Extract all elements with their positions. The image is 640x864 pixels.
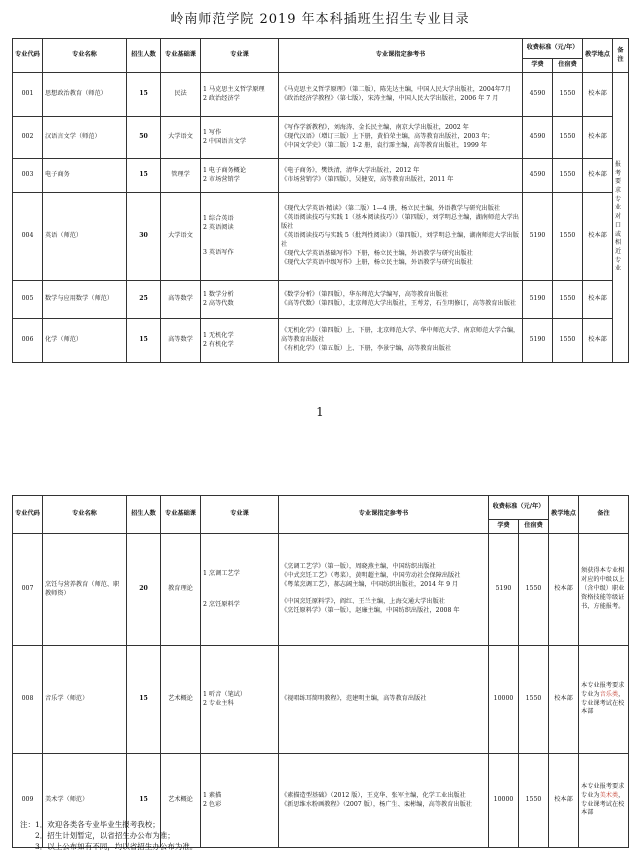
header-refs: 专业课指定参考书 <box>279 39 523 73</box>
course-item: 2 专业主科 <box>203 699 234 707</box>
cell-name: 美术学（师范） <box>43 754 127 848</box>
cell-base: 高等数学 <box>161 319 201 363</box>
cell-tuition: 4590 <box>523 117 553 159</box>
course-item: 3 英语写作 <box>203 248 234 256</box>
table-row <box>13 117 629 159</box>
cell-quota: 15 <box>127 159 161 193</box>
header-quota: 招生人数 <box>127 496 161 534</box>
ref-item: 《政治经济学教程》（第七版），宋涛主编，中国人民大学出版社，2006 年 7 月 <box>281 94 499 102</box>
ref-item: 《视唱练耳简明教程》，范建明主编，高等教育出版社 <box>281 695 427 702</box>
header-course: 专业课 <box>201 39 279 73</box>
cell-name: 汉语言文学（师范） <box>43 117 127 159</box>
cell-tuition: 5190 <box>523 193 553 281</box>
ref-item: 《现代汉语》（增订三版）上下册，黄伯荣主编，高等教育出版社，2003 年； <box>281 133 494 140</box>
cell-location: 校本部 <box>583 193 613 281</box>
page-number: 1 <box>316 405 324 419</box>
major-catalog-table-1 <box>12 38 629 363</box>
course-item: 1 马克思主义哲学原理 <box>203 85 265 93</box>
ref-item: 《烹调工艺学》（第一版），周晓燕主编，中国纺织出版社 <box>281 563 436 571</box>
cell-base: 民法 <box>161 73 201 117</box>
ref-item: 《中国文学史》（第二版）1-2 册，袁行霈主编，高等教育出版社，1999 年 <box>281 141 487 149</box>
header-dorm: 住宿费 <box>519 520 549 534</box>
cell-tuition: 5190 <box>489 534 519 646</box>
cell-tuition: 4590 <box>523 159 553 193</box>
cell-quota: 15 <box>127 754 161 848</box>
header-code: 专业代码 <box>13 39 43 73</box>
header-remark: 备注 <box>613 39 629 73</box>
page-title: 岭南师范学院 2019 年本科插班生招生专业目录 <box>170 12 470 27</box>
course-item: 1 烹调工艺学 <box>203 569 240 577</box>
cell-code: 001 <box>13 73 43 117</box>
cell-quota: 15 <box>127 646 161 754</box>
course-item: 1 听音（笔试） <box>203 690 247 698</box>
cell-code: 007 <box>13 534 43 646</box>
cell-name: 电子商务 <box>43 159 127 193</box>
remark-highlight: 美术类 <box>599 791 619 799</box>
note-line: 2．招生计划暂定，以省招生办公布为准； <box>35 830 175 840</box>
header-location: 教学地点 <box>549 496 579 534</box>
header-remark: 备注 <box>579 496 629 534</box>
cell-location: 校本部 <box>583 73 613 117</box>
cell-code: 004 <box>13 193 43 281</box>
cell-quota: 25 <box>127 281 161 319</box>
cell-base: 大学语文 <box>161 117 201 159</box>
cell-base: 大学语文 <box>161 193 201 281</box>
course-item: 2 中国语言文学 <box>203 137 247 145</box>
cell-dorm: 1550 <box>519 754 549 848</box>
cell-quota: 50 <box>127 117 161 159</box>
cell-code: 006 <box>13 319 43 363</box>
cell-tuition: 10000 <box>489 646 519 754</box>
cell-refs <box>279 319 523 363</box>
cell-code: 002 <box>13 117 43 159</box>
cell-dorm: 1550 <box>553 281 583 319</box>
cell-location: 校本部 <box>583 117 613 159</box>
cell-dorm: 1550 <box>519 646 549 754</box>
cell-refs <box>279 281 523 319</box>
cell-code: 009 <box>13 754 43 848</box>
cell-base: 艺术概论 <box>161 646 201 754</box>
header-code: 专业代码 <box>13 496 43 534</box>
cell-name: 化学（师范） <box>43 319 127 363</box>
ref-item: 《现代大学英语基础写作》下册，杨立民主编，外语教学与研究出版社 <box>281 249 473 257</box>
cell-name: 英语（师范） <box>43 193 127 281</box>
note-line: 3．以上公布如有不同，均以省招生办公布为准。 <box>35 841 198 851</box>
course-item: 1 电子商务概论 <box>203 166 247 174</box>
cell-remark <box>579 534 629 646</box>
header-dorm: 住宿费 <box>553 59 583 73</box>
major-catalog-table-2 <box>12 495 629 848</box>
course-item: 2 烹饪原料学 <box>203 600 240 608</box>
cell-quota: 20 <box>127 534 161 646</box>
cell-dorm: 1550 <box>553 159 583 193</box>
ref-item: 《烹饪原料学》（第一版），赵廉主编，中国纺织出版社，2008 年 <box>281 606 460 614</box>
cell-name: 音乐学（师范） <box>43 646 127 754</box>
note-line: 注：1．欢迎各类各专业毕业生报考我校； <box>20 820 160 829</box>
course-item: 1 综合英语 <box>203 215 234 223</box>
cell-dorm: 1550 <box>519 534 549 646</box>
header-course: 专业课 <box>201 496 279 534</box>
table-row <box>13 319 629 363</box>
course-item: 2 色彩 <box>203 800 222 808</box>
cell-code: 003 <box>13 159 43 193</box>
header-name: 专业名称 <box>43 39 127 73</box>
cell-code: 005 <box>13 281 43 319</box>
ref-item: 《高等代数》（第四版），北京师范大学出版社，王萼芳，石生明修订，高等教育出版社 <box>281 299 517 307</box>
cell-courses <box>201 534 279 646</box>
table-row <box>13 73 629 117</box>
ref-item: 《新思维水粉画教程》（2007 版），杨广生、栾彬编，高等教育出版社 <box>281 800 472 808</box>
ref-item: 《英语阅读技巧与实践 5（批判性阅读）》（第四版），刘学明总主编，湖南师范大学出版社 <box>281 232 519 248</box>
course-item: 1 数学分析 <box>203 290 234 298</box>
cell-courses <box>201 117 279 159</box>
remark-text: 本专业报考要求专业为 <box>581 782 625 799</box>
header-base: 专业基础课 <box>161 39 201 73</box>
cell-base: 管理学 <box>161 159 201 193</box>
table-row <box>13 646 629 754</box>
table-row <box>13 159 629 193</box>
cell-courses <box>201 319 279 363</box>
ref-item: 《粤菜烹调工艺》，郝志阔主编，中国纺织出版社，2014 年 9 月 <box>281 581 459 588</box>
cell-refs <box>279 754 489 848</box>
cell-location: 校本部 <box>549 754 579 848</box>
header-location: 教学地点 <box>583 39 613 73</box>
ref-item: 《中式烹饪工艺》（粤菜），黄明超主编，中国劳动社会保障出版社 <box>281 572 461 580</box>
cell-refs <box>279 193 523 281</box>
ref-item: 《数学分析》（第四版），华东师范大学编写，高等教育出版社 <box>281 290 449 298</box>
ref-item: 《马克思主义哲学原理》（第二版），陈先达主编，中国人民大学出版社，2004年7月 <box>281 85 512 93</box>
table-row <box>13 193 629 281</box>
ref-item: 《无机化学》（第四版）上、下册，北京师范大学、华中师范大学、南京师范大学合编，高等教育出版社 <box>281 327 520 343</box>
cell-remark <box>579 646 629 754</box>
cell-courses <box>201 193 279 281</box>
header-quota: 招生人数 <box>127 39 161 73</box>
course-item: 1 无机化学 <box>203 331 234 339</box>
cell-dorm: 1550 <box>553 193 583 281</box>
header-fee: 收费标准（元/年） <box>489 496 549 520</box>
ref-item: 《有机化学》（第五版）上、下册，李景宁编，高等教育出版社 <box>281 344 452 352</box>
ref-item: 《市场营销学》（第四版），吴健安，高等教育出版社，2011 年 <box>281 175 454 183</box>
cell-tuition: 5190 <box>523 281 553 319</box>
remark-text: ，专业课考试在校本部 <box>581 791 625 817</box>
cell-refs <box>279 73 523 117</box>
cell-quota: 15 <box>127 319 161 363</box>
course-item: 2 市场营销学 <box>203 175 240 183</box>
course-item: 2 英语阅读 <box>203 224 234 231</box>
cell-location: 校本部 <box>549 646 579 754</box>
ref-item: 《现代大学英语中级写作》上册，杨立民主编，外语教学与研究出版社 <box>281 258 473 266</box>
ref-item: 《写作学新教程》，刘海涛、金长民主编，南京大学出版社，2002 年 <box>281 124 469 132</box>
cell-refs <box>279 159 523 193</box>
table-row <box>13 281 629 319</box>
course-item: 2 有机化学 <box>203 340 234 348</box>
cell-courses <box>201 646 279 754</box>
cell-refs <box>279 117 523 159</box>
ref-item: 《电子商务》，樊铁清，清华大学出版社，2012 年 <box>281 166 420 174</box>
cell-courses <box>201 281 279 319</box>
cell-base: 高等数学 <box>161 281 201 319</box>
table-row <box>13 534 629 646</box>
course-item: 2 政治经济学 <box>203 94 240 102</box>
ref-item: 《现代大学英语·精读》（第二版）1—4 册，杨立民主编，外语教学与研究出版社 <box>281 205 501 213</box>
cell-refs <box>279 646 489 754</box>
header-name: 专业名称 <box>43 496 127 534</box>
cell-dorm: 1550 <box>553 319 583 363</box>
remark-text: 须获得本专业相对应的中级以上（含中级）职业资格技能等级证书，方能报考。 <box>581 567 625 610</box>
cell-location: 校本部 <box>549 534 579 646</box>
cell-base: 艺术概论 <box>161 754 201 848</box>
header-tuition: 学费 <box>489 520 519 534</box>
cell-quota: 30 <box>127 193 161 281</box>
notes <box>20 820 197 853</box>
cell-name: 烹饪与营养教育（师范、职教师资） <box>43 534 127 646</box>
cell-location: 校本部 <box>583 319 613 363</box>
cell-location: 校本部 <box>583 159 613 193</box>
header-base: 专业基础课 <box>161 496 201 534</box>
ref-item: 《中国烹饪原料学》，阎红、王兰主编，上海交通大学出版社 <box>281 597 445 605</box>
course-item: 2 高等代数 <box>203 299 234 307</box>
cell-name: 数学与应用数学（师范） <box>43 281 127 319</box>
remark-text: 本专业报考要求专业为 <box>581 681 625 698</box>
course-item: 1 写作 <box>203 128 222 136</box>
cell-courses <box>201 159 279 193</box>
header-tuition: 学费 <box>523 59 553 73</box>
cell-base: 教育理论 <box>161 534 201 646</box>
cell-location: 校本部 <box>583 281 613 319</box>
cell-tuition: 4590 <box>523 73 553 117</box>
cell-courses <box>201 73 279 117</box>
cell-code: 008 <box>13 646 43 754</box>
cell-remark <box>579 754 629 848</box>
cell-remark: 报考要求专业对口或相近专业 <box>613 73 629 363</box>
cell-tuition: 5190 <box>523 319 553 363</box>
cell-tuition: 10000 <box>489 754 519 848</box>
cell-dorm: 1550 <box>553 117 583 159</box>
cell-name: 思想政治教育（师范） <box>43 73 127 117</box>
course-item: 1 素描 <box>203 791 222 799</box>
cell-refs <box>279 534 489 646</box>
cell-courses <box>201 754 279 848</box>
ref-item: 《英语阅读技巧与实践 1（基本阅读技巧）》（第四版），刘学明总主编，湖南师范大学出版社 <box>281 214 519 231</box>
remark-highlight: 音乐类 <box>599 690 619 698</box>
remark-text: ，专业课考试在校本部 <box>581 690 625 716</box>
ref-item: 《素描造型基础》（2012 版），王克华、张军主编，化学工业出版社 <box>281 791 466 799</box>
cell-quota: 15 <box>127 73 161 117</box>
cell-dorm: 1550 <box>553 73 583 117</box>
header-fee: 收费标准（元/年） <box>523 39 583 59</box>
header-refs: 专业课指定参考书 <box>279 496 489 534</box>
